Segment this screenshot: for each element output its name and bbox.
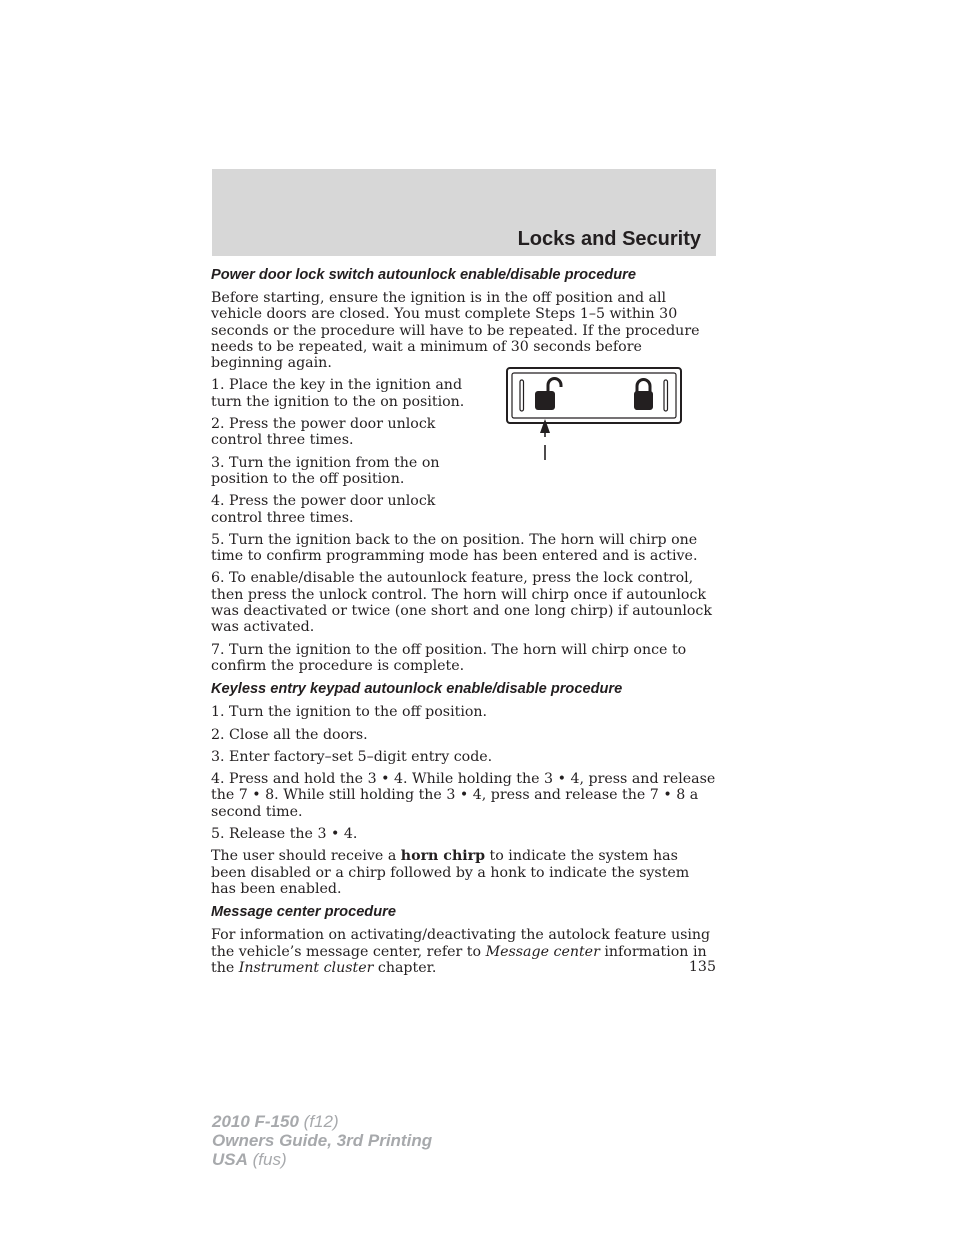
power-door-lock-switch [506, 367, 682, 462]
note-bold-horn-chirp: horn chirp [400, 848, 486, 865]
footer-line-2: Owners Guide, 3rd Printing [212, 1131, 433, 1150]
step-5: 5. Turn the ignition back to the on position. The horn will chirp one time to confirm programming mode has been entered and is active. [211, 531, 698, 565]
step-3: 3. Turn the ignition from the on position to the off position. [211, 454, 440, 487]
page-number: 135 [688, 959, 716, 975]
keypad-step-4: 4. Press and hold the 3 • 4. While holding the 3 • 4, press and release the 7 • 8. While still holding the 3 • 4, press and release the 7 • 8 a second time. [211, 771, 716, 820]
section-heading-keypad: Keyless entry keypad autounlock enable/disable procedure [211, 681, 623, 698]
section-heading-message-center: Message center procedure [211, 904, 396, 921]
step-6: 6. To enable/disable the autounlock feature, press the lock control, then press the unlock control. The horn will chirp once if autounlock was deactivated or twice (one short and one long chirp) if autounlock was activated. [211, 570, 712, 636]
keypad-step-2: 2. Close all the doors. [211, 726, 368, 743]
power-door-lock-switch-figure [506, 367, 682, 462]
footer-market: USA [212, 1150, 248, 1169]
section-heading-power-door-lock: Power door lock switch autounlock enable/disable procedure [211, 267, 636, 283]
step-4: 4. Press the power door unlock control three times. [211, 493, 436, 526]
mc-text-3: chapter. [373, 959, 437, 976]
note-text-end: to indicate the system has been disabled or a chirp followed by a honk to indicate the system has been enabled. [211, 848, 690, 897]
step-2: 2. Press the power door unlock control three times. [211, 416, 436, 449]
footer-line-1 [212, 1112, 432, 1131]
keypad-step-1: 1. Turn the ignition to the off position. [211, 704, 488, 721]
note-text-start: The user should receive a [211, 848, 401, 865]
footer-model-code: (f12) [298, 1112, 339, 1131]
footer-model: 2010 F-150 [212, 1112, 299, 1131]
mc-text-1: For information on activating/deactivating the autolock feature using the vehicle’s message center, refer to [211, 927, 711, 960]
intro-paragraph: Before starting, ensure the ignition is in the off position and all vehicle doors are closed. You must complete Steps 1–5 within 30 seconds or the procedure will have to be repeated. If the procedure needs to be repeated, wait a minimum of 30 seconds before beginning again. [211, 290, 700, 372]
message-center-paragraph [211, 927, 716, 976]
footer-market-code: (fus) [247, 1150, 287, 1169]
step-7: 7. Turn the ignition to the off position. The horn will chirp once to confirm the procedure is complete. [211, 641, 687, 674]
mc-italic-instrument-cluster: Instrument cluster [238, 959, 374, 976]
footer-line-3 [212, 1150, 432, 1169]
arrow-up-icon [540, 419, 550, 460]
horn-chirp-note [211, 848, 716, 897]
keypad-step-3: 3. Enter factory–set 5–digit entry code. [211, 748, 493, 765]
step-1: 1. Place the key in the ignition and turn the ignition to the on position. [211, 377, 465, 410]
page-title: Locks and Security [517, 228, 701, 250]
header-band [212, 169, 716, 256]
mc-italic-message-center: Message center [485, 943, 600, 960]
footer [212, 1112, 432, 1169]
keypad-step-5: 5. Release the 3 • 4. [211, 826, 358, 843]
mc-text-2: information in the [211, 943, 707, 976]
